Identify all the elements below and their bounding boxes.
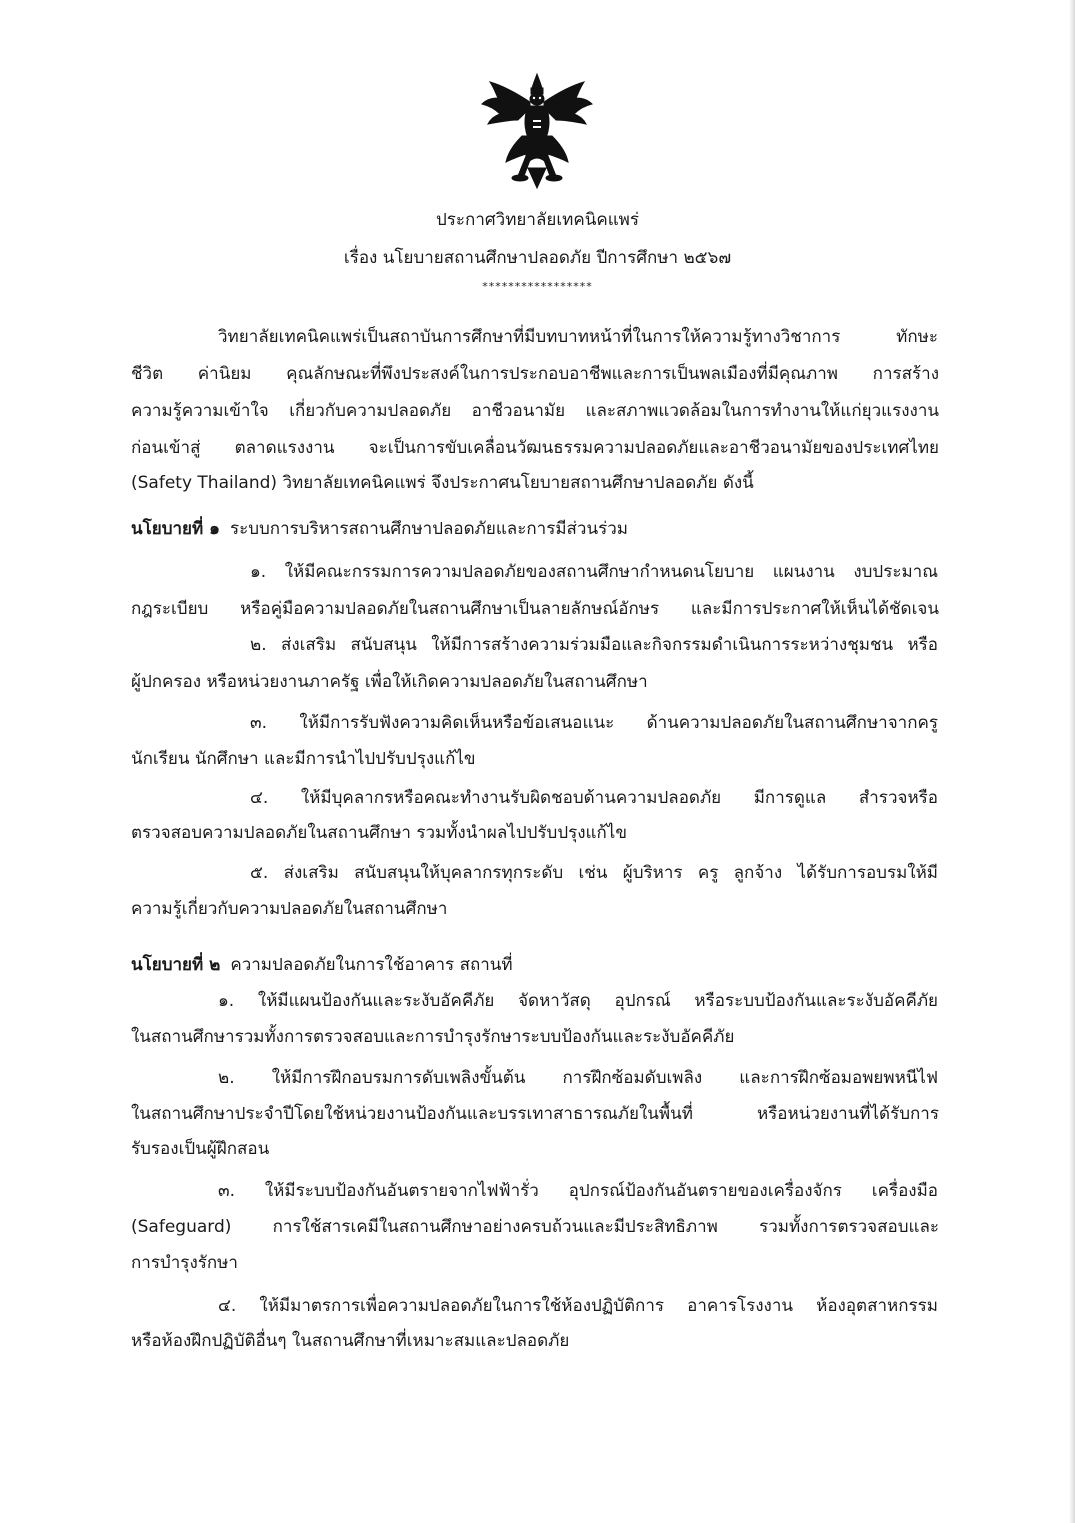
- policy-2-title: ความปลอดภัยในการใช้อาคาร สถานที่: [230, 955, 513, 975]
- policy-1-item: ความรู้เกี่ยวกับความปลอดภัยในสถานศึกษา: [131, 899, 448, 919]
- intro-line: ความรู้ความเข้าใจ เกี่ยวกับความปลอดภัย อาชีวอนามัย และสภาพแวดล้อมในการทำงานให้แก่ยุวแรงงาน: [131, 401, 939, 421]
- policy-1-item: กฎระเบียบ หรือคู่มือความปลอดภัยในสถานศึกษาเป็นลายลักษณ์อักษร และมีการประกาศให้เห็นได้ชัดเจน: [131, 599, 939, 619]
- document-subject: เรื่อง นโยบายสถานศึกษาปลอดภัย ปีการศึกษา ๒๕๖๗: [343, 248, 732, 268]
- policy-2-item: ๓. ให้มีระบบป้องกันอันตรายจากไฟฟ้ารั่ว อุปกรณ์ป้องกันอันตรายของเครื่องจักร เครื่องมือ: [218, 1181, 938, 1201]
- document-title: ประกาศวิทยาลัยเทคนิคแพร่: [436, 210, 639, 230]
- policy-2-item: ๑. ให้มีแผนป้องกันและระงับอัคคีภัย จัดหาวัสดุ อุปกรณ์ หรือระบบป้องกันและระงับอัคคีภัย: [218, 991, 938, 1011]
- intro-line: ชีวิต ค่านิยม คุณลักษณะที่พึงประสงค์ในการประกอบอาชีพและการเป็นพลเมืองที่มีคุณภาพ การสร้าง: [131, 364, 939, 384]
- policy-2-item: ในสถานศึกษาประจำปีโดยใช้หน่วยงานป้องกันและบรรเทาสาธารณภัยในพื้นที่ หรือหน่วยงานที่ได้รับการ: [131, 1104, 939, 1124]
- policy-2-item: ๔. ให้มีมาตรการเพื่อความปลอดภัยในการใช้ห้องปฏิบัติการ อาคารโรงงาน ห้องอุตสาหกรรม: [218, 1296, 938, 1316]
- policy-1-item: ๔. ให้มีบุคลากรหรือคณะทำงานรับผิดชอบด้านความปลอดภัย มีการดูแล สำรวจหรือ: [250, 788, 938, 808]
- intro-line: (Safety Thailand) วิทยาลัยเทคนิคแพร่ จึงประกาศนโยบายสถานศึกษาปลอดภัย ดังนี้: [131, 473, 754, 493]
- policy-1-item: ๕. ส่งเสริม สนับสนุนให้บุคลากรทุกระดับ เช่น ผู้บริหาร ครู ลูกจ้าง ได้รับการอบรมให้มี: [250, 863, 938, 883]
- policy-1-item: ผู้ปกครอง หรือหน่วยงานภาครัฐ เพื่อให้เกิดความปลอดภัยในสถานศึกษา: [131, 672, 648, 692]
- policy-2-item: รับรองเป็นผู้ฝึกสอน: [131, 1139, 270, 1159]
- separator-stars: *****************: [482, 280, 593, 293]
- policy-2-item: (Safeguard) การใช้สารเคมีในสถานศึกษาอย่างครบถ้วนและมีประสิทธิภาพ รวมทั้งการตรวจสอบและ: [131, 1217, 939, 1237]
- policy-1-item: ๓. ให้มีการรับฟังความคิดเห็นหรือข้อเสนอแนะ ด้านความปลอดภัยในสถานศึกษาจากครู: [250, 713, 938, 733]
- policy-1-heading: [131, 518, 628, 540]
- intro-line: ก่อนเข้าสู่ ตลาดแรงงาน จะเป็นการขับเคลื่อนวัฒนธรรมความปลอดภัยและอาชีวอนามัยของประเทศไทย: [131, 438, 939, 458]
- garuda-emblem-icon: [478, 72, 596, 190]
- policy-2-label: นโยบายที่ ๒: [131, 955, 221, 975]
- policy-1-item: นักเรียน นักศึกษา และมีการนำไปปรับปรุงแก้ไข: [131, 749, 476, 769]
- policy-2-item: หรือห้องฝึกปฏิบัติอื่นๆ ในสถานศึกษาที่เหมาะสมและปลอดภัย: [131, 1331, 570, 1351]
- policy-1-item: ตรวจสอบความปลอดภัยในสถานศึกษา รวมทั้งนำผลไปปรับปรุงแก้ไข: [131, 823, 627, 843]
- policy-2-heading: [131, 954, 513, 976]
- policy-2-item: ๒. ให้มีการฝึกอบรมการดับเพลิงขั้นต้น การฝึกซ้อมดับเพลิง และการฝึกซ้อมอพยพหนีไฟ: [218, 1068, 938, 1088]
- policy-1-title: ระบบการบริหารสถานศึกษาปลอดภัยและการมีส่วนร่วม: [229, 519, 628, 539]
- policy-1-label: นโยบายที่ ๑: [131, 519, 220, 539]
- policy-1-item: ๒. ส่งเสริม สนับสนุน ให้มีการสร้างความร่วมมือและกิจกรรมดำเนินการระหว่างชุมชน หรือ: [250, 635, 938, 655]
- policy-2-item: ในสถานศึกษารวมทั้งการตรวจสอบและการบำรุงรักษาระบบป้องกันและระงับอัคคีภัย: [131, 1027, 735, 1047]
- policy-1-item: ๑. ให้มีคณะกรรมการความปลอดภัยของสถานศึกษากำหนดนโยบาย แผนงาน งบประมาณ: [250, 562, 938, 582]
- policy-2-item: การบำรุงรักษา: [131, 1253, 238, 1273]
- intro-line: วิทยาลัยเทคนิคแพร่เป็นสถาบันการศึกษาที่มีบทบาทหน้าที่ในการให้ความรู้ทางวิชาการ ทักษะ: [218, 327, 938, 347]
